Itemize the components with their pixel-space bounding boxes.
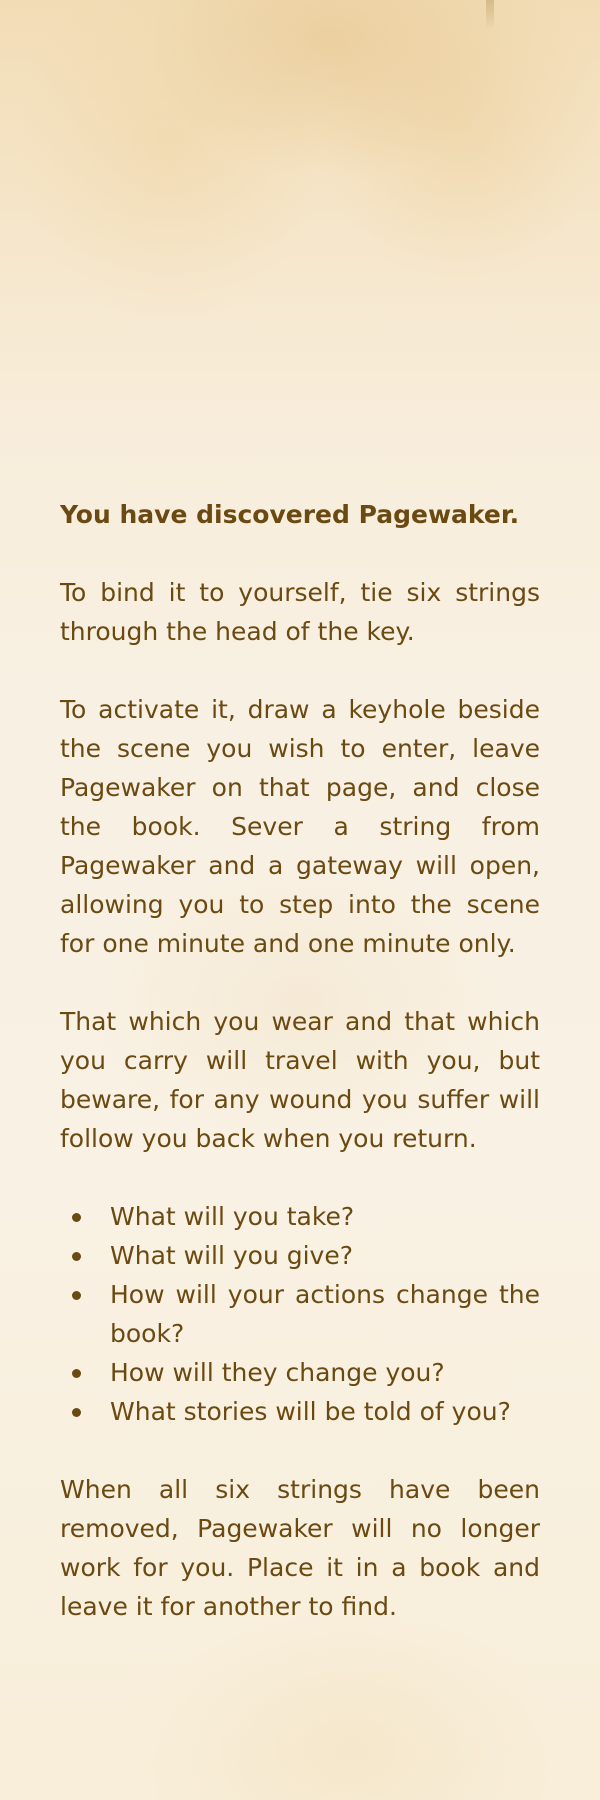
question-text: What stories will be told of you? — [110, 1397, 511, 1426]
question-text: What will you take? — [110, 1202, 355, 1231]
list-item — [110, 1353, 540, 1392]
question-text: How will they change you? — [110, 1358, 445, 1387]
bullet-icon — [72, 1408, 81, 1417]
document-body — [60, 495, 540, 1665]
list-item — [110, 1197, 540, 1236]
document-title: You have discovered Pagewaker. — [60, 500, 520, 529]
paragraph-binding: To bind it to yourself, tie six strings through the head of the key. — [60, 578, 540, 646]
list-item — [110, 1275, 540, 1353]
list-item — [110, 1236, 540, 1275]
bullet-icon — [72, 1291, 81, 1300]
paragraph-activation: To activate it, draw a keyhole beside the scene you wish to enter, leave Pagewaker on that page, and close the book. Sever a string from Pagewaker and a gateway will open, allowing you to step into the scene for one minute and one minute only. — [60, 695, 540, 958]
paragraph-warning: That which you wear and that which you carry will travel with you, but beware, for any wound you suffer will follow you back when you return. — [60, 1007, 540, 1153]
question-text: How will your actions change the book? — [110, 1280, 540, 1348]
bullet-icon — [72, 1213, 81, 1222]
bullet-icon — [72, 1252, 81, 1261]
list-item — [110, 1392, 540, 1431]
paragraph-closing: When all six strings have been removed, Pagewaker will no longer work for you. Place it in a book and leave it for another to find. — [60, 1475, 540, 1621]
parchment-stain — [486, 0, 494, 30]
bullet-icon — [72, 1369, 81, 1378]
question-text: What will you give? — [110, 1241, 354, 1270]
question-list — [60, 1197, 540, 1431]
